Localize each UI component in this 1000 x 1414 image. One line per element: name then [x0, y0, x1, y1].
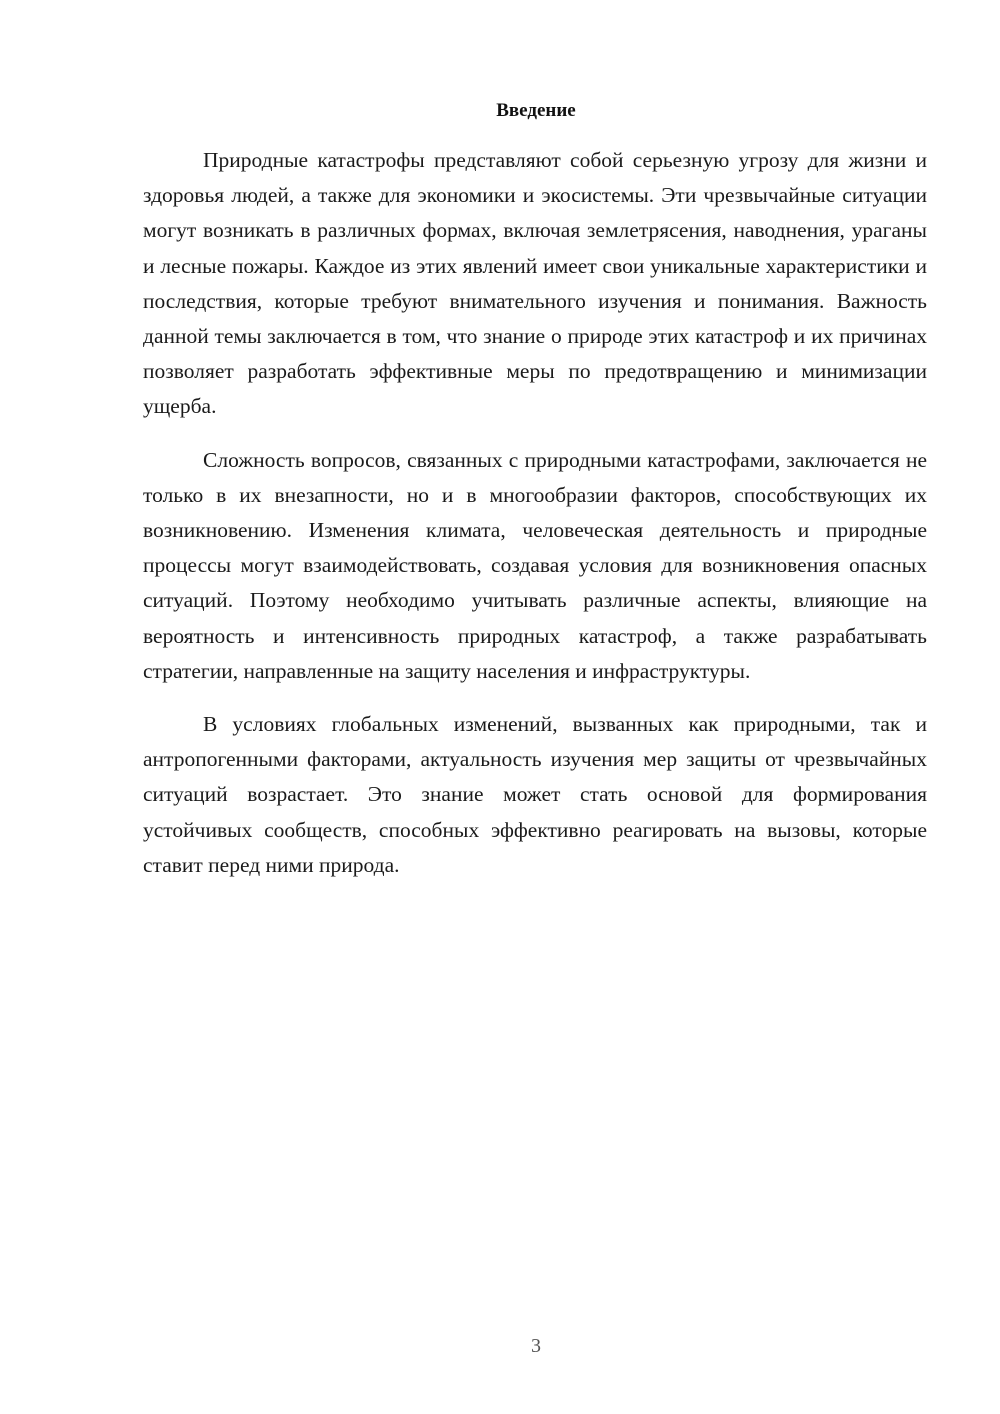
paragraph: Природные катастрофы представляют собой серьезную угрозу для жизни и здоровья людей, а также для экономики и экосистемы. Эти чрезвычайные ситуации могут возникать в различных формах, включая землетрясения, наводнения, ураганы и лесные пожары. Каждое из этих явлений имеет свои уникальные характеристики и последствия, которые требуют внимательного изучения и понимания. Важность данной темы заключается в том, что знание о природе этих катастроф и их причинах позволяет разработать эффективные меры по предотвращению и минимизации ущерба. [143, 148, 927, 419]
paragraph: В условиях глобальных изменений, вызванных как природными, так и антропогенными факторами, актуальность изучения мер защиты от чрезвычайных ситуаций возрастает. Это знание может стать основой для формирования устойчивых сообществ, способных эффективно реагировать на вызовы, которые ставит перед ними природа. [143, 712, 927, 877]
page-number: 3 [531, 1335, 541, 1357]
section-heading: Введение [496, 100, 576, 121]
paragraph: Сложность вопросов, связанных с природными катастрофами, заключается не только в их внезапности, но и в многообразии факторов, способствующих их возникновению. Изменения климата, человеческая деятельность и природные процессы могут взаимодействовать, создавая условия для возникновения опасных ситуаций. Поэтому необходимо учитывать различные аспекты, влияющие на вероятность и интенсивность природных катастроф, а также разрабатывать стратегии, направленные на защиту населения и инфраструктуры. [143, 447, 927, 683]
body-text [143, 143, 927, 901]
